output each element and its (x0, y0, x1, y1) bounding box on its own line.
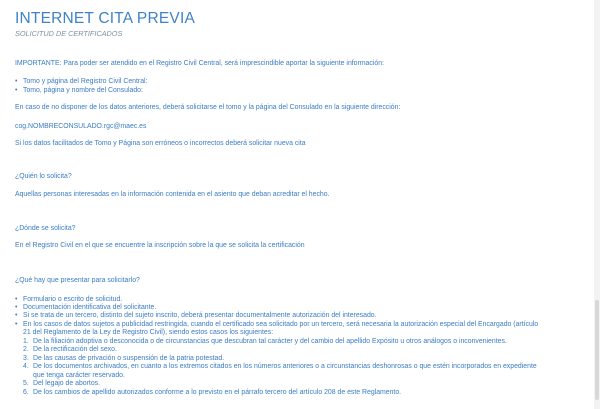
item-number: 6. (23, 389, 29, 396)
item-text: que tenga carácter reservado. (33, 372, 125, 379)
list-item: • Formulario o escrito de solicitud. (23, 295, 122, 304)
list-item: • Si se trata de un tercero, distinto del sujeto inscrito, deberá presentar documentalmente autorización del interesado. (23, 311, 377, 320)
item-number: 1. (23, 338, 29, 345)
item-text: De la filiación adoptiva o desconocida o de circunstancias que descubran tal carácter y del cambio del apellido Expósito u otros análogos o inconvenientes. (33, 338, 507, 345)
item-text: De la rectificación del sexo. (33, 346, 117, 353)
email-link[interactable]: cog.NOMBRECONSULADO.rgc@maec.es (15, 123, 147, 130)
list-item: • En los casos de datos sujetos a publicidad restringida, cuando el certificado sea solicitado por un tercero, será necesaria la autorización especial del Encargado (artículo (23, 320, 538, 329)
list-item: • Documentación identificativa del solicitante. (23, 303, 156, 312)
item-text: De los cambios de apellido autorizados conforme a lo previsto en el párrafo tercero del artículo 208 de este Reglamento. (33, 389, 402, 396)
erroneous-text: Si los datos facilitados de Tomo y Página son erróneos o incorrectos deberá solicitar nueva cita (15, 140, 306, 147)
item-number: 4. (23, 363, 29, 370)
numbered-item (23, 345, 117, 354)
item-text: De las causas de privación o suspensión de la patria potestad. (33, 355, 225, 362)
who-heading: ¿Quién lo solicita? (15, 173, 72, 180)
item-text: Del legajo de abortos. (33, 380, 101, 387)
numbered-item (23, 379, 101, 388)
numbered-item (23, 388, 402, 397)
scrollbar-thumb[interactable] (595, 300, 599, 400)
item-number: 5. (23, 380, 29, 387)
what-heading: ¿Qué hay que presentar para solicitarlo? (15, 277, 140, 284)
who-answer: Aquellas personas interesadas en la información contenida en el asiento que deban acreditar el hecho. (15, 191, 330, 198)
list-item: • Tomo y página del Registro Civil Central: (23, 77, 147, 86)
where-heading: ¿Dónde se solicita? (15, 225, 76, 232)
important-notice: IMPORTANTE: Para poder ser atendido en el Registro Civil Central, será imprescindible aportar la siguiente información: (15, 60, 384, 67)
item-number: 2. (23, 346, 29, 353)
list-item: • Tomo, página y nombre del Consulado: (23, 86, 143, 95)
scrollbar[interactable] (594, 0, 600, 409)
where-answer: En el Registro Civil en el que se encuentre la inscripción sobre la que se solicita la certificación (15, 242, 305, 249)
page-subtitle: SOLICITUD DE CERTIFICADOS (15, 29, 123, 38)
no-data-text: En caso de no disponer de los datos anteriores, deberá solicitarse el tomo y la página del Consulado en la siguiente dirección: (15, 104, 401, 111)
page-title: INTERNET CITA PREVIA (15, 10, 195, 27)
item-number: 3. (23, 355, 29, 362)
numbered-item (23, 362, 537, 371)
item-text: De los documentos archivados, en cuanto a los extremos citados en los números anteriores o a circunstancias deshonrosas o que estén incorporados en expediente (33, 363, 537, 370)
list-item-continued: 21 del Reglamento de la Ley de Registro Civil), siendo estos casos los siguientes: (23, 329, 274, 336)
